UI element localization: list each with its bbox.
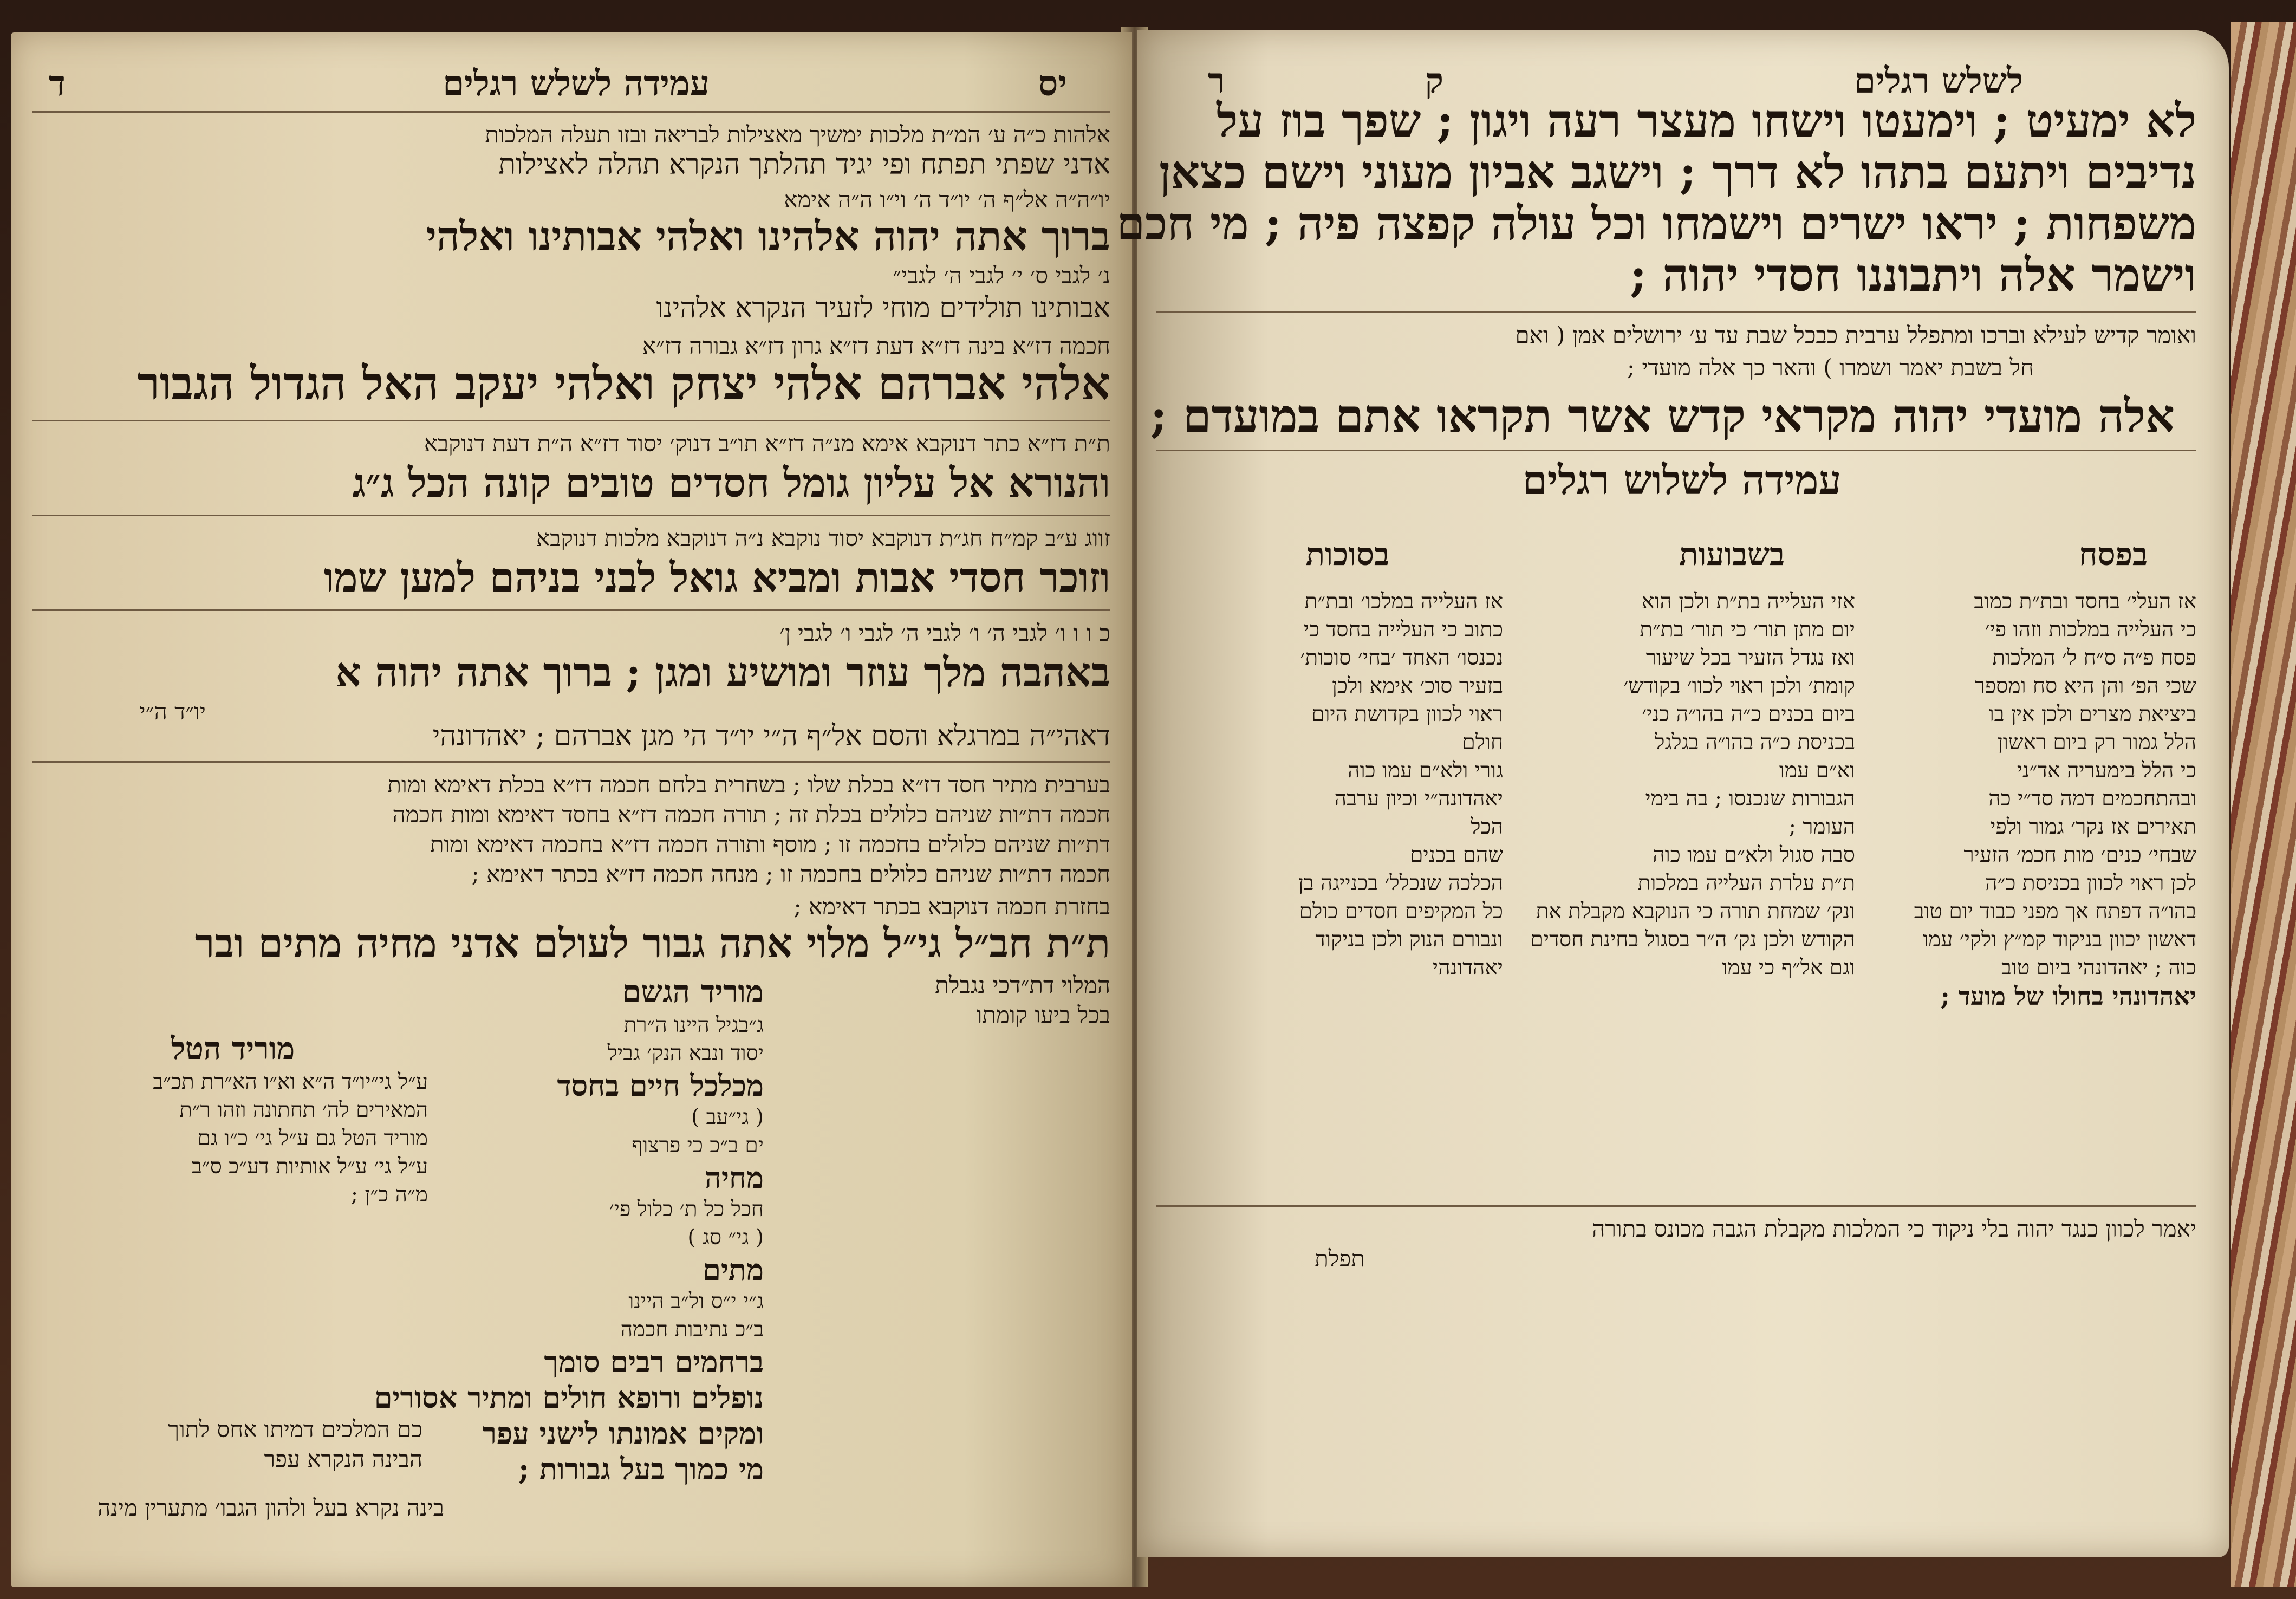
right-footer-line-2: תפלת xyxy=(1315,1245,1365,1272)
pesach-line-13: דאשון יכוון בניקוד קמ״ץ ולקי׳ עמו xyxy=(1923,927,2196,952)
sukkot-line-12: כל המקיפים חסדים כולם xyxy=(1299,899,1503,924)
left-page-header-title: עמידה לשלש רגלים xyxy=(443,63,710,104)
pesach-column xyxy=(1871,588,2196,1010)
left-rule-4 xyxy=(32,761,1110,763)
left-line-11: זווג ע״ב קמ״ח חג״ת דנוקבא יסוד נוקבא נ״ה דנוקבא מלכות דנוקבא xyxy=(536,525,1110,551)
middle-col-line-1: ג״בגיל היינו ה״רת xyxy=(623,1013,764,1037)
shavuot-line-5: ביום בכנים כ״ה בהו״ה כני׳ xyxy=(1642,702,1855,726)
column-heading-shavuot: בשבועות xyxy=(1679,536,1785,573)
sukkot-line-6: חולם xyxy=(1462,730,1503,755)
right-rule-2 xyxy=(1156,450,2196,451)
middle-column-heading: מוריד הגשם xyxy=(622,974,764,1010)
right-rule-1 xyxy=(1156,311,2196,313)
shavuot-line-9: העומר ; xyxy=(1788,815,1855,839)
sukkot-line-13: ונבורם הנוק ולכן בניקוד xyxy=(1315,927,1503,952)
middle-col-line-2: יסוד ונבא הנק׳ גביל xyxy=(607,1041,764,1065)
left-line-1: אלהות כ״ה ע׳ המ״ת מלכות ימשיך מאצילות לבריאה ובזו תעלה המלכות xyxy=(485,121,1110,148)
middle-col-line-8: ( גי״ סג ) xyxy=(687,1225,764,1250)
left-line-20: חכמה דת״ות שניהם כלולים בחכמה זו ; מנחה חכמה דז״א בכתר דאימא ; xyxy=(471,861,1110,887)
middle-col-line-14: ומקים אמונתו לישני עפר xyxy=(482,1416,764,1451)
middle-col-line-3: מכלכל חיים בחסד xyxy=(557,1068,764,1103)
shavuot-line-3: ואז נגדל הזעיר בכל שיעור xyxy=(1645,646,1855,670)
right-instruction-line-2: חל בשבת יאמר ושמרו ) והאר כך אלה מועדי ; xyxy=(1627,354,2034,381)
left-line-6: אבותינו תולידים מוחי לזעיר הנקרא אלהינו xyxy=(656,292,1110,324)
pesach-line-9: תאירים אז נקר׳ גמור ולפי xyxy=(1990,815,2196,839)
sukkot-line-3: נכנסו׳ האחד ׳בחי׳ סוכות׳ xyxy=(1300,646,1503,670)
shavuot-line-7: וא״ם עמו xyxy=(1779,758,1855,783)
sukkot-line-9: הכל xyxy=(1471,815,1503,839)
pesach-line-10: שבחי׳ כנים׳ מות חכמ׳ הזעיר xyxy=(1963,843,2196,867)
right-top-line-1: לא ימעיט ; וימעטו וישחו מעצר רעה ויגון ; שפך בוז על xyxy=(1217,94,2196,147)
right-page-folio-mark: ר xyxy=(1208,61,1225,101)
left-line-22: ת״ת חב״ל גי״ל מלוי אתה גבור לעולם אדני מחיה מתים ובר xyxy=(194,920,1110,967)
left-header-rule xyxy=(32,111,1110,113)
left-line-4: ברוך אתה יהוה אלהינו ואלהי אבותינו ואלהי xyxy=(426,213,1110,260)
left-rule-1 xyxy=(32,420,1110,421)
left-col-line-5: מ״ה כ״ן ; xyxy=(350,1182,428,1207)
pesach-line-11: לכן ראוי לכוון בכניסת כ״ה xyxy=(1985,871,2196,895)
left-col-line-3: מוריד הטל גם ע״ל גי׳ כ״ו גם xyxy=(197,1126,428,1150)
pesach-line-5: ביציאת מצרים ולכן אין בו xyxy=(1988,702,2196,726)
left-rule-3 xyxy=(32,609,1110,611)
sukkot-line-8: יאהדונה״י וכיון ערבה xyxy=(1334,786,1503,811)
right-top-line-4: וישמר אלה ויתבוננו חסדי יהוה ; xyxy=(1630,248,2196,302)
pesach-line-3: פסח פ״ה ס״ח ל׳ המלכות xyxy=(1992,646,2196,670)
shavuot-line-14: וגם אל״ף כי עמו xyxy=(1722,955,1855,980)
left-left-column xyxy=(38,1029,428,1209)
left-line-23: המלוי דת״דכי נגבלת xyxy=(935,972,1110,998)
left-page-folio-mark: ד xyxy=(49,63,66,104)
right-rule-3 xyxy=(1156,1205,2196,1207)
left-page-header-right-mark: יס xyxy=(1038,63,1067,104)
left-line-18: חכמה דת״ות שניהם כלולים בכלת זה ; תורה חכמה דז״א בחסד דאימא ומות חכמה xyxy=(392,801,1110,828)
left-line-13: כ ו ו ו׳ לגבי ה׳ ו׳ לגבי ה׳ לגבי ו׳ לגבי ן׳ xyxy=(779,620,1110,646)
sukkot-line-7: גורי ולא״ם עמו כוה xyxy=(1348,758,1503,783)
middle-col-line-4: ( גי״עב ) xyxy=(691,1105,764,1129)
shavuot-line-6: בכניסת כ״ה בהו״ה בגלגל xyxy=(1655,730,1855,755)
pesach-line-12: בהו״ה דפתח אך מפני כבוד יום טוב xyxy=(1914,899,2196,924)
sukkot-line-2: כתוב כי העלייה בחסד כי xyxy=(1303,618,1503,642)
sukkot-line-1: אז העלייה במלכו׳ ובת״ת xyxy=(1304,589,1503,614)
left-line-16: דאהי״ה במרגלא והסם אל״ף ה״י יו״ד הי מגן אברהם ; יאהדונהי xyxy=(432,720,1110,752)
shavuot-line-10: סבה סגול ולא״ם עמו כוה xyxy=(1653,843,1855,867)
left-line-10: והנורא אל עליון גומל חסדים טובים קונה הכל ג״ג xyxy=(352,460,1110,506)
right-top-line-3: משפחות ; יראו ישרים וישמחו וכל עולה קפצה פיה ; מי חכם xyxy=(1116,197,2196,250)
column-heading-sukkot: בסוכות xyxy=(1305,536,1389,573)
left-line-21: בחזרת חכמה דנוקבא בכתר דאימא ; xyxy=(793,893,1110,920)
left-line-17: בערבית מתיר חסד דז״א בכלת שלו ; בשחרית בלחם חכמה דז״א בכלת דאימא ומות xyxy=(387,771,1110,798)
shavuot-line-8: הגבורות שנכנסו ; בה בימי xyxy=(1645,786,1855,811)
right-footer-line-1: יאמר לכוון כנגד יהוה בלי ניקוד כי המלכות מקבלת הגבה מכונס בתורה xyxy=(1592,1216,2196,1242)
right-section-title: עמידה לשלוש רגלים xyxy=(1522,457,1842,504)
left-line-2: אדני שפתי תפתח ופי יגיד תהלתך הנקרא תהלה לאצילות xyxy=(498,148,1110,181)
pesach-line-7: כי הלל בימעריה אד״ני xyxy=(2017,758,2196,783)
left-line-19: דת״ות שניהם כלולים בחכמה זו ; מוסף ותורה חכמה דז״א בחכמה דאימא ומות xyxy=(430,831,1110,857)
shavuot-line-13: הקודש ולכן נק׳ ה״ר בסגול בחינת חסדים xyxy=(1530,927,1855,952)
sukkot-line-14: יאהדונהי xyxy=(1432,955,1503,980)
shavuot-line-1: אזי העלייה בת״ת ולכן הוא xyxy=(1642,589,1855,614)
left-line-8: אלהי אברהם אלהי יצחק ואלהי יעקב האל הגדול הגבור xyxy=(137,356,1110,410)
right-page-header-right-mark: ק xyxy=(1425,61,1443,101)
sukkot-line-4: בזעיר סוכ׳ אימא ולכן xyxy=(1332,674,1503,698)
right-top-line-2: נדיבים ויתעם בתהו לא דרך ; וישגב אביון מעוני וישם כצאן xyxy=(1159,145,2196,199)
shavuot-line-2: יום מתן תור׳ כי תור׳ בת״ת xyxy=(1640,618,1855,642)
shavuot-line-4: קומת׳ ולכן ראוי לכוו׳ בקודש׳ xyxy=(1623,674,1855,698)
left-line-12: וזוכר חסדי אבות ומביא גואל לבני בניהם למען שמו xyxy=(323,555,1110,601)
left-bottom-note-3: בינה נקרא בעל ולהון הגבו׳ מתערין מינה xyxy=(97,1494,444,1521)
right-page-header-title: לשלש רגלים xyxy=(1854,61,2023,101)
left-line-5: נ׳ לגבי ס׳ י׳ לגבי ה׳ לגבי״ xyxy=(893,262,1110,289)
pesach-line-4: שכי הפ׳ והן היא סח ומספר xyxy=(1974,674,2196,698)
shavuot-line-12: ונק׳ שמחת תורה כי הנוקבא מקבלת את xyxy=(1536,899,1855,924)
pesach-line-1: אז העלי׳ בחסד ובת״ת כמוב xyxy=(1974,589,2196,614)
left-col-line-2: המאירים לה׳ תחתונה וזהו ר״ת xyxy=(179,1098,428,1122)
right-page xyxy=(1116,30,2229,1557)
marbled-endpaper xyxy=(2231,22,2296,1587)
middle-col-line-11: ב״כ נתיבות חכמה xyxy=(620,1317,764,1342)
sukkot-line-11: הכלכה שנכלל׳ בכנייגה בן xyxy=(1298,871,1503,895)
left-bottom-note-1: כם המלכים דמיתו אחס לתוך xyxy=(168,1416,422,1442)
left-line-14: באהבה מלך עוזר ומושיע ומגן ; ברוך אתה יהוה א xyxy=(335,649,1110,696)
left-line-3: יו״ה״ה אל״ף ה׳ יו״ד ה׳ וי״ו ה״ה אימא xyxy=(784,186,1110,213)
sukkot-line-10: שהם בכנים xyxy=(1410,843,1503,867)
pesach-line-2: כי העלייה במלכות וזהו פי׳ xyxy=(1985,618,2196,642)
column-heading-pesach: בפסח xyxy=(2079,536,2148,573)
left-line-24: בכל ביעו קומתו xyxy=(976,1002,1110,1028)
pesach-line-14: כוה ; יאהדונהי ביום טוב xyxy=(2001,955,2196,980)
middle-col-line-10: ג״י י״ס ול״ב היינו xyxy=(628,1289,764,1314)
middle-col-line-12: ברחמים רבים סומך xyxy=(544,1344,764,1379)
pesach-line-6: הלל גמור רק ביום ראשון xyxy=(1997,730,2196,755)
left-rule-2 xyxy=(32,515,1110,516)
right-verse: אלה מועדי יהוה מקראי קדש אשר תקראו אתם במועדם ; xyxy=(1150,389,2175,443)
middle-col-line-7: חכל כל ת׳ כלול פי׳ xyxy=(609,1197,764,1221)
middle-col-line-9: מתים xyxy=(703,1252,764,1287)
middle-col-line-6: מחיה xyxy=(704,1160,764,1195)
shavuot-line-11: ת״ת עלרת העלייה במלכות xyxy=(1637,871,1855,895)
left-line-9: ת״ת דז״א כתר דנוקבא אימא מנ״ה דז״א תו״ב דנוק׳ יסוד דז״א ה״ת דעת דנוקבא xyxy=(424,430,1110,457)
right-instruction-line-1: ואומר קדיש לעילא וברכו ומתפלל ערבית כבכל שבת עד ע׳ ירושלים אמן ( ואם xyxy=(1515,322,2196,348)
left-col-line-4: ע״ל גי׳ ע״ל אותיות דע״כ ס״ב xyxy=(191,1154,428,1179)
left-bottom-note-2: הבינה הנקרא עפר xyxy=(264,1446,422,1472)
left-line-7: חכמה דז״א בינה דז״א דעת דז״א גרון דז״א גבורה דז״א xyxy=(642,333,1110,359)
left-column-heading: מוריד הטל xyxy=(171,1031,295,1067)
left-page xyxy=(11,32,1132,1587)
shavuot-column xyxy=(1519,588,1855,982)
pesach-line-8: ובהתחכמים דמה סד״י כה xyxy=(1988,786,2196,811)
sukkot-line-5: ראוי לכוון בקדושת היום xyxy=(1311,702,1503,726)
middle-col-line-15: מי כמוך בעל גבורות ; xyxy=(518,1452,764,1486)
pesach-line-15: יאהדונהי בחולו של מועד ; xyxy=(1940,981,2196,1011)
left-line-15: יו״ד ה״י xyxy=(139,698,206,725)
middle-col-line-13: נופלים ורופא חולים ומתיר אסורים xyxy=(374,1380,764,1415)
left-col-line-1: ע״ל גי״יו״ד ה״א וא״ו הא״רת תכ״ב xyxy=(153,1070,428,1094)
sukkot-column xyxy=(1167,588,1503,982)
middle-col-line-5: ים ב״כ כי פרצוף xyxy=(632,1133,764,1158)
